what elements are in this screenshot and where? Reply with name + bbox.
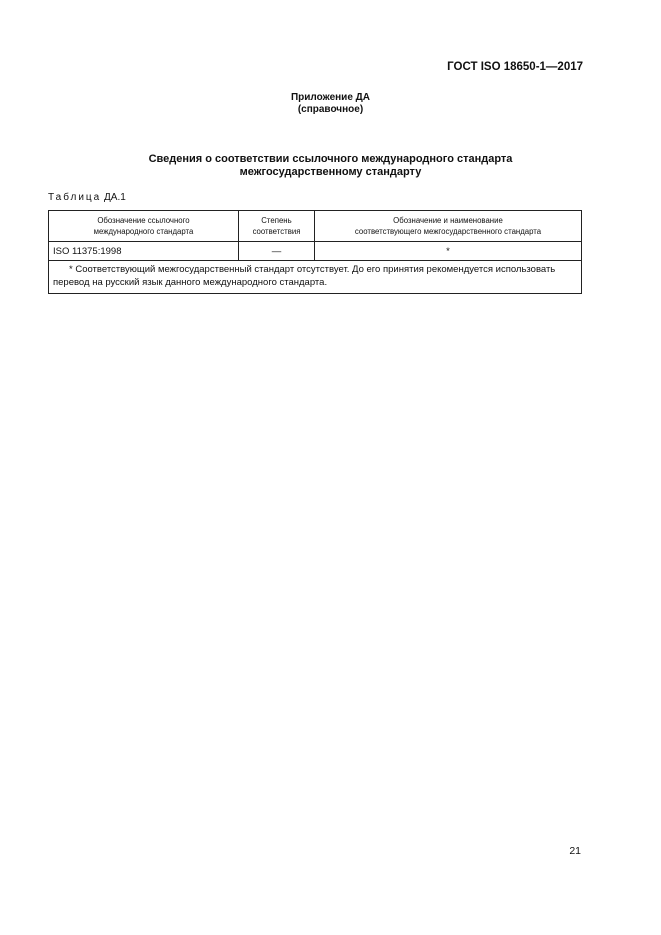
appendix-subtitle: (справочное)	[297, 104, 364, 115]
section-title-line-2: межгосударственному стандарту	[239, 166, 422, 178]
header-line: соответствующего межгосударственного стандарта	[354, 227, 542, 236]
appendix-title: Приложение ДА	[290, 92, 371, 103]
cell-reference-standard: ISO 11375:1998	[49, 242, 239, 261]
cell-interstate-standard: *	[315, 242, 582, 261]
table-footnote: * Соответствующий межгосударственный стандарт отсутствует. До его принятия рекомендуется использовать перевод на русский язык данного международного стандарта.	[49, 261, 582, 294]
header-line: соответствия	[252, 227, 301, 236]
section-title-line-1: Сведения о соответствии ссылочного международного стандарта	[148, 153, 513, 165]
table-caption-number: ДА.1	[104, 192, 126, 203]
header-line: международного стандарта	[93, 227, 194, 236]
table-caption-word: Таблица	[48, 192, 102, 203]
table-footnote-row	[49, 261, 582, 294]
header-line: Степень	[261, 216, 292, 225]
header-conformity-degree	[239, 211, 315, 242]
header-line: Обозначение и наименование	[393, 216, 503, 225]
section-title	[0, 153, 661, 179]
page-number: 21	[569, 845, 581, 857]
table-header-row	[49, 211, 582, 242]
standard-code: ГОСТ ISO 18650-1—2017	[447, 61, 583, 73]
header-interstate-standard	[315, 211, 582, 242]
table-caption	[48, 192, 126, 203]
correspondence-table	[48, 210, 582, 294]
table-row	[49, 242, 582, 261]
cell-conformity-degree: —	[239, 242, 315, 261]
appendix-heading	[0, 92, 661, 116]
header-reference-standard	[49, 211, 239, 242]
header-line: Обозначение ссылочного	[97, 216, 190, 225]
